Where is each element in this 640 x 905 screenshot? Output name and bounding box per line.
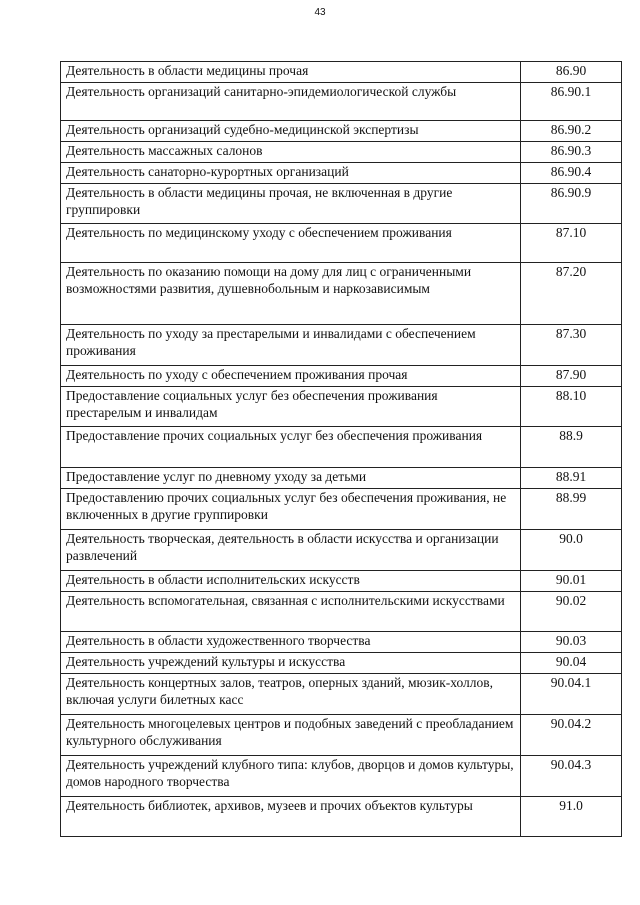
- activity-code: 88.9: [521, 427, 622, 468]
- activity-name: Деятельность концертных залов, театров, оперных зданий, мюзик-холлов, включая услуги билетных касс: [61, 674, 521, 715]
- activity-name: Деятельность санаторно-курортных организаций: [61, 163, 521, 184]
- activity-code: 88.91: [521, 468, 622, 489]
- activity-name: Деятельность по медицинскому уходу с обеспечением проживания: [61, 224, 521, 263]
- activity-name: Деятельность массажных салонов: [61, 142, 521, 163]
- activity-code: 86.90: [521, 62, 622, 83]
- activity-name: Деятельность организаций санитарно-эпидемиологической службы: [61, 83, 521, 121]
- activity-name: Деятельность в области медицины прочая, не включенная в другие группировки: [61, 184, 521, 224]
- table-row: [61, 571, 622, 592]
- table-row: [61, 387, 622, 427]
- activity-code: 86.90.3: [521, 142, 622, 163]
- table-row: [61, 797, 622, 837]
- table-row: [61, 121, 622, 142]
- activity-name: Предоставлению прочих социальных услуг без обеспечения проживания, не включенных в другие группировки: [61, 489, 521, 530]
- table-row: [61, 530, 622, 571]
- activity-code: 86.90.2: [521, 121, 622, 142]
- activity-code: 90.03: [521, 632, 622, 653]
- table-row: [61, 62, 622, 83]
- table-row: [61, 224, 622, 263]
- activity-code: 90.04.2: [521, 715, 622, 756]
- activity-name: Деятельность по уходу за престарелыми и инвалидами с обеспечением проживания: [61, 325, 521, 366]
- activity-name: Деятельность библиотек, архивов, музеев и прочих объектов культуры: [61, 797, 521, 837]
- activity-name: Деятельность по оказанию помощи на дому для лиц с ограниченными возможностями развития, душевнобольным и наркозависимым: [61, 263, 521, 325]
- activity-codes-table: [60, 61, 622, 837]
- activity-code: 86.90.1: [521, 83, 622, 121]
- activity-name: Деятельность вспомогательная, связанная с исполнительскими искусствами: [61, 592, 521, 632]
- table-row: [61, 468, 622, 489]
- activity-code: 90.04.3: [521, 756, 622, 797]
- table-row: [61, 83, 622, 121]
- activity-code: 90.04.1: [521, 674, 622, 715]
- table-row: [61, 674, 622, 715]
- activity-name: Деятельность в области медицины прочая: [61, 62, 521, 83]
- activity-name: Деятельность учреждений клубного типа: клубов, дворцов и домов культуры, домов народного творчества: [61, 756, 521, 797]
- table-row: [61, 163, 622, 184]
- table-row: [61, 653, 622, 674]
- activity-name: Деятельность по уходу с обеспечением проживания прочая: [61, 366, 521, 387]
- activity-name: Деятельность организаций судебно-медицинской экспертизы: [61, 121, 521, 142]
- activity-code: 91.0: [521, 797, 622, 837]
- activity-code: 87.10: [521, 224, 622, 263]
- activity-name: Деятельность творческая, деятельность в области искусства и организации развлечений: [61, 530, 521, 571]
- table-row: [61, 592, 622, 632]
- table-row: [61, 325, 622, 366]
- activity-code: 87.20: [521, 263, 622, 325]
- activity-code: 86.90.4: [521, 163, 622, 184]
- table-row: [61, 263, 622, 325]
- activity-name: Деятельность в области художественного творчества: [61, 632, 521, 653]
- activity-name: Предоставление социальных услуг без обеспечения проживания престарелым и инвалидам: [61, 387, 521, 427]
- table-row: [61, 366, 622, 387]
- table-row: [61, 184, 622, 224]
- activity-name: Предоставление услуг по дневному уходу за детьми: [61, 468, 521, 489]
- table-row: [61, 489, 622, 530]
- activity-name: Предоставление прочих социальных услуг без обеспечения проживания: [61, 427, 521, 468]
- activity-code: 90.04: [521, 653, 622, 674]
- page-number: 43: [314, 7, 326, 18]
- activity-name: Деятельность многоцелевых центров и подобных заведений с преобладанием культурного обслуживания: [61, 715, 521, 756]
- table-body: [61, 62, 622, 837]
- activity-code: 87.30: [521, 325, 622, 366]
- table-row: [61, 142, 622, 163]
- table-row: [61, 427, 622, 468]
- activity-code: 90.02: [521, 592, 622, 632]
- activity-code: 87.90: [521, 366, 622, 387]
- activity-code: 86.90.9: [521, 184, 622, 224]
- table-row: [61, 756, 622, 797]
- activity-code: 90.0: [521, 530, 622, 571]
- activity-code: 90.01: [521, 571, 622, 592]
- activity-code: 88.99: [521, 489, 622, 530]
- table-row: [61, 715, 622, 756]
- table-row: [61, 632, 622, 653]
- activity-name: Деятельность в области исполнительских искусств: [61, 571, 521, 592]
- activity-code: 88.10: [521, 387, 622, 427]
- activity-name: Деятельность учреждений культуры и искусства: [61, 653, 521, 674]
